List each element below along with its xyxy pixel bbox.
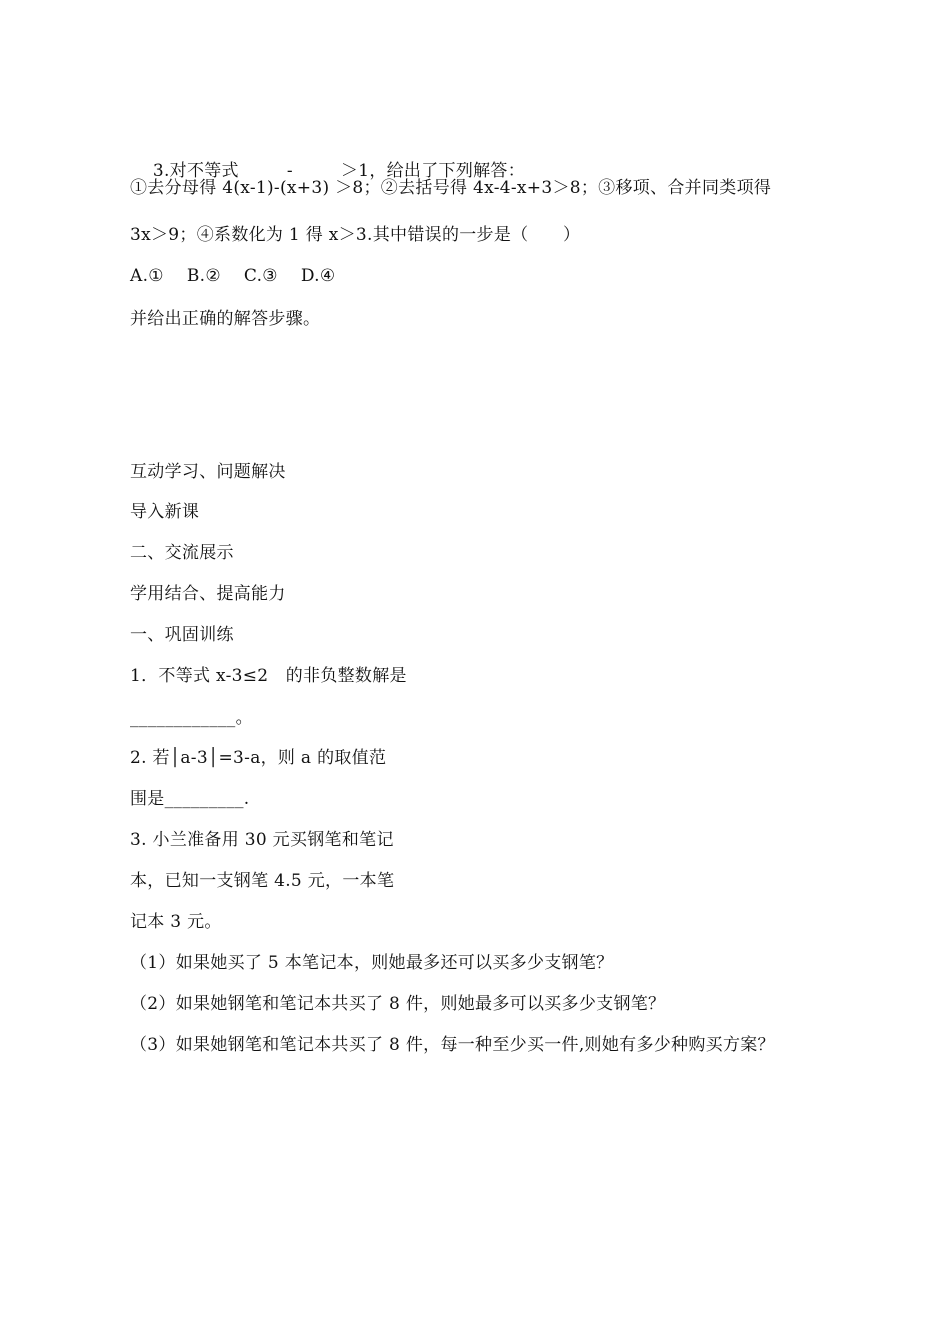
exercise-2-line-2: 围是_________. [130,789,250,809]
section-heading-4: 学用结合、提高能力 [130,584,286,604]
exercise-1-line-1: 1．不等式 x-3≤2 的非负整数解是 [130,666,407,686]
q3-inequality-rest: ＞1，给出了下列解答： [340,161,526,181]
exercise-3-part-1: （1）如果她买了 5 本笔记本，则她最多还可以买多少支钢笔？ [130,953,614,973]
q3-label: 3.对不等式 [152,161,239,181]
exercise-3-line-2: 本，已知一支钢笔 4.5 元，一本笔 [130,871,395,891]
exercise-3-line-1: 3. 小兰准备用 30 元买钢笔和笔记 [130,830,394,850]
exercise-3-part-3: （3）如果她钢笔和笔记本共买了 8 件，每一种至少买一件,则她有多少种购买方案？ [130,1035,775,1055]
q3-line-3: 3x＞9；④系数化为 1 得 x＞3.其中错误的一步是（ ） [130,225,581,245]
q3-line-5: 并给出正确的解答步骤。 [130,309,321,329]
exercise-2-line-1: 2. 若│a-3│=3-a，则 a 的取值范 [130,748,387,768]
exercise-3-line-3: 记本 3 元。 [130,912,222,932]
section-heading-3: 二、交流展示 [130,543,234,563]
section-heading-1: 互动学习、问题解决 [130,462,286,482]
exercise-1-blank: ____________。 [130,708,253,728]
q3-minus: - [286,161,293,181]
exercise-3-part-2: （2）如果她钢笔和笔记本共买了 8 件，则她最多可以买多少支钢笔？ [130,994,666,1014]
q3-options: A.① B.② C.③ D.④ [130,266,336,286]
q3-line-2: ①去分母得 4(x-1)-(x+3) ＞8；②去括号得 4x-4-x+3＞8；③移项、合并同类项得 [130,178,772,198]
section-heading-5: 一、巩固训练 [130,625,234,645]
section-heading-2: 导入新课 [130,502,200,522]
